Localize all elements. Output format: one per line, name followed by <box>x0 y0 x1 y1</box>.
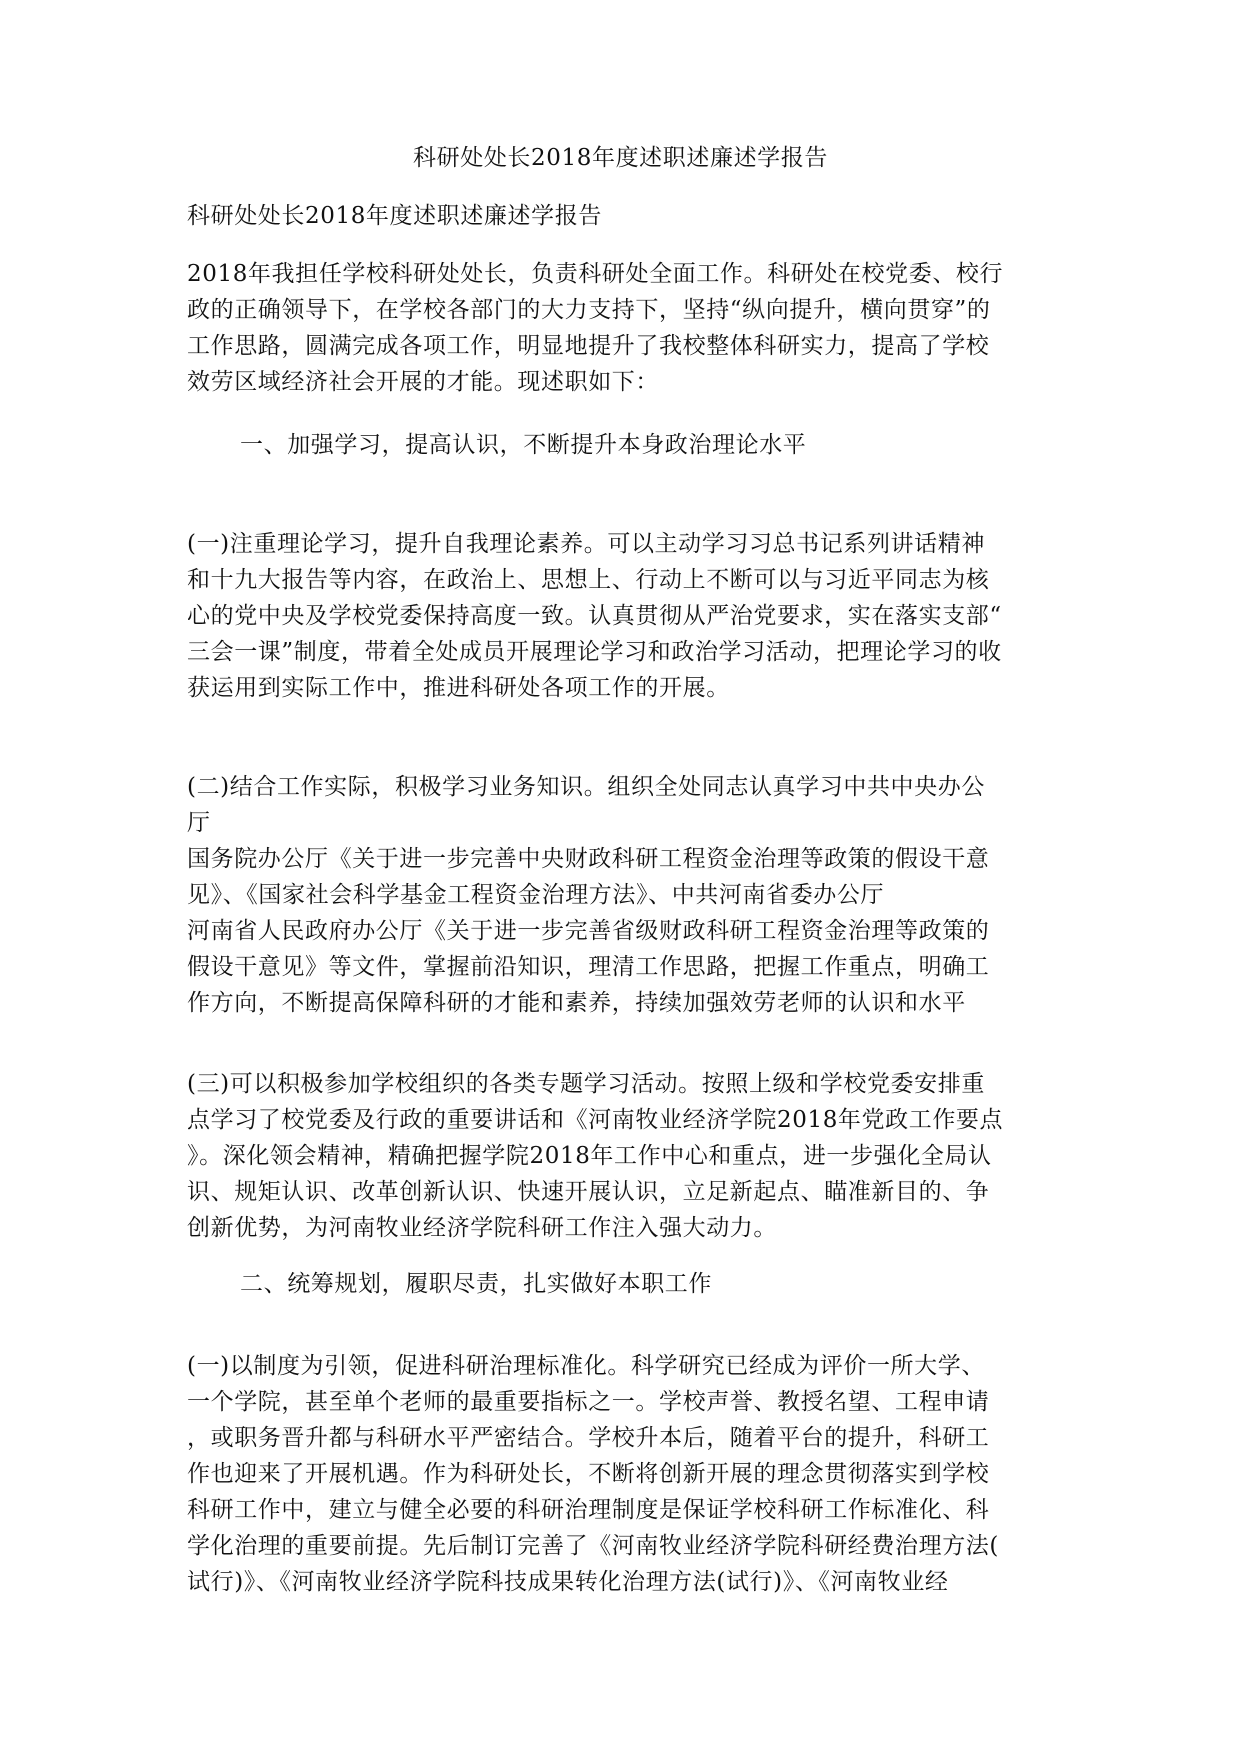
paragraph-line: 假设干意见》等文件，掌握前沿知识，理清工作思路，把握工作重点，明确工 <box>187 954 990 980</box>
paragraph-line: 点学习了校党委及行政的重要讲话和《河南牧业经济学院2018年党政工作要点 <box>187 1107 1004 1133</box>
paragraph-line: 厅 <box>187 810 211 836</box>
paragraph-line: (三)可以积极参加学校组织的各类专题学习活动。按照上级和学校党委安排重 <box>187 1071 985 1097</box>
paragraph-line: (一)注重理论学习，提升自我理论素养。可以主动学习习总书记系列讲话精神 <box>187 531 985 557</box>
document-title: 科研处处长2018年度述职述廉述学报告 <box>413 145 828 171</box>
paragraph-line: 一个学院，甚至单个老师的最重要指标之一。学校声誉、教授名望、工程申请 <box>187 1389 990 1415</box>
paragraph-line: ，或职务晋升都与科研水平严密结合。学校升本后，随着平台的提升，科研工 <box>187 1425 990 1451</box>
paragraph-line: 河南省人民政府办公厅《关于进一步完善省级财政科研工程资金治理等政策的 <box>187 918 990 944</box>
section-heading-2: 二、统筹规划，履职尽责，扎实做好本职工作 <box>240 1271 712 1297</box>
paragraph-line: 创新优势，为河南牧业经济学院科研工作注入强大动力。 <box>187 1215 777 1241</box>
paragraph-line: 和十九大报告等内容，在政治上、思想上、行动上不断可以与习近平同志为核 <box>187 567 990 593</box>
paragraph-line: 见》、《国家社会科学基金工程资金治理方法》、中共河南省委办公厅 <box>187 882 885 908</box>
paragraph-line: 三会一课”制度，带着全处成员开展理论学习和政治学习活动，把理论学习的收 <box>187 639 1002 665</box>
paragraph-line: 作方向，不断提高保障科研的才能和素养，持续加强效劳老师的认识和水平 <box>187 990 966 1016</box>
paragraph-line: (二)结合工作实际，积极学习业务知识。组织全处同志认真学习中共中央办公 <box>187 774 985 800</box>
section-heading-1: 一、加强学习，提高认识，不断提升本身政治理论水平 <box>240 432 807 458</box>
intro-line: 效劳区域经济社会开展的才能。现述职如下： <box>187 369 659 395</box>
paragraph-line: 》。深化领会精神，精确把握学院2018年工作中心和重点，进一步强化全局认 <box>187 1143 992 1169</box>
paragraph-line: 获运用到实际工作中，推进科研处各项工作的开展。 <box>187 675 730 701</box>
paragraph-line: 国务院办公厅《关于进一步完善中央财政科研工程资金治理等政策的假设干意 <box>187 846 990 872</box>
paragraph-line: (一)以制度为引领，促进科研治理标准化。科学研究已经成为评价一所大学、 <box>187 1353 985 1379</box>
intro-line: 2018年我担任学校科研处处长，负责科研处全面工作。科研处在校党委、校行 <box>187 261 1004 287</box>
paragraph-line: 作也迎来了开展机遇。作为科研处长，不断将创新开展的理念贯彻落实到学校 <box>187 1461 990 1487</box>
paragraph-line: 科研工作中，建立与健全必要的科研治理制度是保证学校科研工作标准化、科 <box>187 1497 990 1523</box>
document-subtitle: 科研处处长2018年度述职述廉述学报告 <box>187 203 602 229</box>
intro-line: 工作思路，圆满完成各项工作，明显地提升了我校整体科研实力，提高了学校 <box>187 333 990 359</box>
paragraph-line: 学化治理的重要前提。先后制订完善了《河南牧业经济学院科研经费治理方法( <box>187 1533 999 1559</box>
paragraph-line: 心的党中央及学校党委保持高度一致。认真贯彻从严治党要求，实在落实支部“ <box>187 603 1002 629</box>
paragraph-line: 识、规矩认识、改革创新认识、快速开展认识，立足新起点、瞄准新目的、争 <box>187 1179 990 1205</box>
intro-line: 政的正确领导下，在学校各部门的大力支持下，坚持“纵向提升，横向贯穿”的 <box>187 297 991 323</box>
paragraph-line: 试行)》、《河南牧业经济学院科技成果转化治理方法(试行)》、《河南牧业经 <box>187 1569 949 1595</box>
